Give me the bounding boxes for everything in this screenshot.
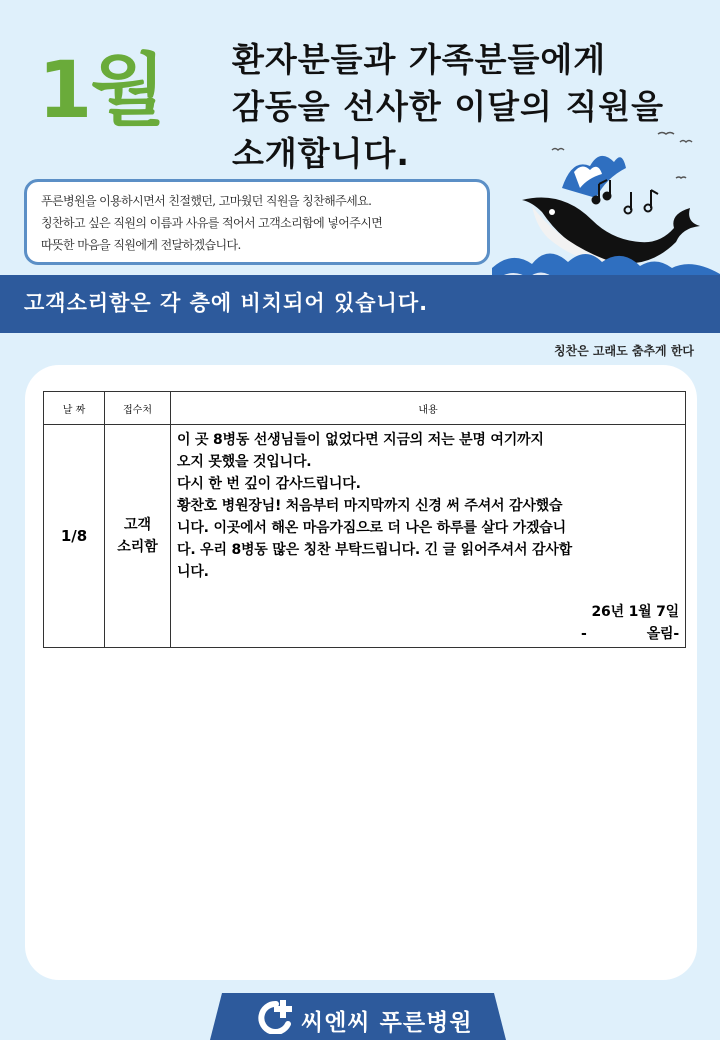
intro-line: 따뜻한 마음을 직원에게 전달하겠습니다.	[41, 238, 241, 252]
month-title: 1월	[38, 46, 164, 136]
content-line: 니다. 이곳에서 해온 마음가짐으로 더 나은 하루를 살다 가겠습니	[177, 520, 566, 536]
column-header-date: 날 짜	[44, 392, 105, 425]
headline-line: 환자분들과 가족분들에게	[232, 40, 607, 79]
cell-date: 1/8	[44, 425, 105, 648]
signature-name: 올림-	[646, 626, 679, 642]
signature	[177, 623, 679, 645]
banner-text: 고객소리함은 각 층에 비치되어 있습니다.	[24, 291, 429, 315]
column-header-content: 내용	[171, 392, 686, 425]
headline-line: 소개합니다.	[232, 134, 410, 173]
intro-line: 칭찬하고 싶은 직원의 이름과 사유를 적어서 고객소리함에 넣어주시면	[41, 216, 383, 230]
hospital-name: 씨엔씨 푸른병원	[301, 1010, 473, 1036]
cell-content	[171, 425, 686, 648]
signature-dash: -	[581, 626, 587, 642]
content-line: 다시 한 번 깊이 감사드립니다.	[177, 476, 361, 492]
compliment-table	[43, 391, 686, 648]
source-line: 소리함	[117, 539, 158, 555]
content-line: 오지 못했을 것입니다.	[177, 454, 312, 470]
signature-date: 26년 1월 7일	[591, 604, 679, 620]
slogan-text: 칭찬은 고래도 춤추게 한다	[553, 344, 694, 358]
hospital-logo-icon	[256, 998, 296, 1034]
table-row	[44, 425, 686, 648]
source-line: 고객	[123, 517, 152, 533]
content-line: 니다.	[177, 564, 209, 580]
content-line: 황찬호 병원장님! 처음부터 마지막까지 신경 써 주셔서 감사했습	[177, 498, 563, 514]
content-line: 다. 우리 8병동 많은 칭찬 부탁드립니다. 긴 글 읽어주셔서 감사합	[177, 542, 572, 558]
table-header-row	[44, 392, 686, 425]
intro-notice-box	[24, 179, 490, 265]
cell-source	[105, 425, 171, 648]
column-header-source: 접수처	[105, 392, 171, 425]
content-line: 이 곳 8병동 선생님들이 없었다면 지금의 저는 분명 여기까지	[177, 432, 544, 448]
headline-line: 감동을 선사한 이달의 직원을	[232, 87, 665, 126]
intro-line: 푸른병원을 이용하시면서 친절했던, 고마웠던 직원을 칭찬해주세요.	[41, 194, 372, 208]
